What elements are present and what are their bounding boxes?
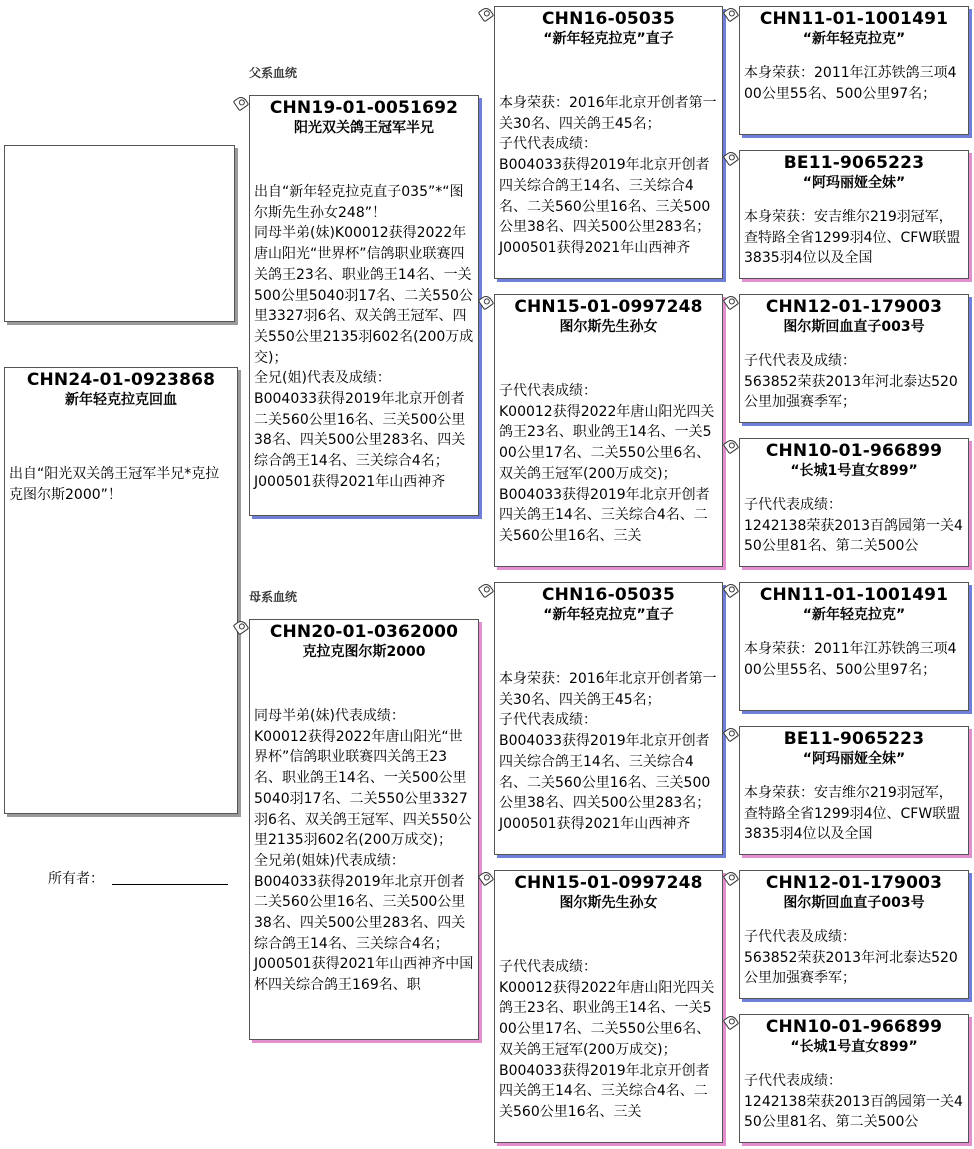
dd-dam-desc: 子代代表成绩： 1242138荣获2013百鸽园第一关450公里81名、第二关500公 [744,1073,963,1131]
ds-dam-id: BE11-9065223 [783,729,925,749]
dd-sire-desc: 子代代表及成绩： 563852荣获2013年河北泰达520公里加强赛季军； [744,929,958,987]
sire-desc: 出自“新年轻克拉克直子035”*“图尔斯先生孙女248”！ 同母半弟(妹)K00012获得2022年唐山阳光“世界杯”信鸽职业联赛四关鸽王23名、职业鸽王14名、一关500公里5040羽17名、二关550公里3327羽6名、双关鸽王冠军、四关550公里2135羽602名(200万成交)； 全兄(姐)代表及成绩： B004033获得2019年北京开创者二关560公里16名、三关500公里38名、四关500公里283名、四关综合鸽王14名、三关综合4名； J000501获得2021年山西神齐 [254,184,474,490]
ring-icon [478,294,495,311]
owner-label: 所有者： [48,871,104,887]
sd-dam-name: “长城1号直女899” [790,463,918,479]
sire-sire-card[interactable] [494,6,723,279]
dam-desc: 同母半弟(妹)代表成绩： K00012获得2022年唐山阳光“世界杯”信鸽职业联赛四关鸽王23名、职业鸽王14名、一关500公里5040羽17名、二关550公里3327羽6名、双关鸽王冠军、四关550公里2135羽602名(200万成交)； 全兄弟(姐妹)代表成绩： B004033获得2019年北京开创者二关560公里16名、三关500公里38名、四关500公里283名、四关综合鸽王14名、三关综合4名； J000501获得2021年山西神齐中国杯四关综合鸽王169名、职 [254,708,474,994]
ds-dam-card[interactable] [739,726,969,855]
ring-icon [723,582,740,599]
ds-sire-id: CHN11-01-1001491 [759,585,949,605]
sire-sire-desc: 本身荣获：2016年北京开创者第一关30名、四关鸽王45名； 子代代表成绩： B004033获得2019年北京开创者四关综合鸽王14名、三关综合4名、二关560公里16名、三关500公里38名、四关500公里283名； J000501获得2021年山西神齐 [499,95,717,256]
ring-icon [723,870,740,887]
dam-sire-card[interactable] [494,582,723,855]
ring-icon [723,294,740,311]
sd-sire-id: CHN12-01-179003 [765,297,943,317]
ring-icon [478,870,495,887]
ring-icon [723,1014,740,1031]
subject-name: 新年轻克拉克回血 [65,392,177,408]
ds-sire-desc: 本身荣获：2011年江苏铁鸽三项400公里55名、500公里97名； [744,641,957,678]
sd-dam-desc: 子代代表成绩： 1242138荣获2013百鸽园第一关450公里81名、第二关500公 [744,497,963,555]
subject-card[interactable] [4,367,238,814]
ring-icon [723,150,740,167]
ring-icon [233,95,250,112]
dd-dam-card[interactable] [739,1014,969,1143]
sire-dam-id: CHN15-01-0997248 [514,297,703,317]
sire-sire-name: “新年轻克拉克”直子 [543,31,674,47]
ring-icon [478,6,495,23]
dam-sire-name: “新年轻克拉克”直子 [543,607,674,623]
ds-dam-name: “阿玛丽娅全妹” [802,751,906,767]
sd-dam-id: CHN10-01-966899 [765,441,943,461]
ss-sire-desc: 本身荣获：2011年江苏铁鸽三项400公里55名、500公里97名； [744,65,957,102]
dam-dam-desc: 子代代表成绩： K00012获得2022年唐山阳光四关鸽王23名、职业鸽王14名、一关500公里17名、二关550公里6名、双关鸽王冠军(200万成交)； B004033获得2019年北京开创者四关鸽王14名、三关综合4名、二关560公里16名、三关 [499,959,715,1120]
ring-icon [723,438,740,455]
subject-id: CHN24-01-0923868 [26,370,216,390]
sire-dam-desc: 子代代表成绩： K00012获得2022年唐山阳光四关鸽王23名、职业鸽王14名、一关500公里17名、二关550公里6名、双关鸽王冠军(200万成交)； B004033获得2019年北京开创者四关鸽王14名、三关综合4名、二关560公里16名、三关 [499,383,715,544]
sire-dam-card[interactable] [494,294,723,567]
subject-desc: 出自“阳光双关鸽王冠军半兄*克拉克图尔斯2000”！ [9,466,220,503]
sire-sire-id: CHN16-05035 [542,9,675,29]
ss-sire-card[interactable] [739,6,969,135]
paternal-label: 父系血统 [249,66,298,80]
ds-dam-desc: 本身荣获：安吉维尔219羽冠军，查特路全省1299羽4位、CFW联盟3835羽4位以及全国 [744,785,961,843]
dd-sire-id: CHN12-01-179003 [765,873,943,893]
dd-dam-name: “长城1号直女899” [790,1039,918,1055]
ss-dam-card[interactable] [739,150,969,279]
dam-dam-card[interactable] [494,870,723,1143]
dd-sire-card[interactable] [739,870,969,999]
ring-icon [723,726,740,743]
sire-card[interactable] [249,95,479,516]
dam-dam-id: CHN15-01-0997248 [514,873,703,893]
ss-dam-desc: 本身荣获：安吉维尔219羽冠军，查特路全省1299羽4位、CFW联盟3835羽4位以及全国 [744,209,961,267]
ds-sire-card[interactable] [739,582,969,711]
dd-sire-name: 图尔斯回血直子003号 [783,895,925,911]
sd-sire-card[interactable] [739,294,969,423]
dd-dam-id: CHN10-01-966899 [765,1017,943,1037]
sd-dam-card[interactable] [739,438,969,567]
sd-sire-desc: 子代代表及成绩： 563852荣获2013年河北泰达520公里加强赛季军； [744,353,958,411]
sire-id: CHN19-01-0051692 [269,98,459,118]
owner-field[interactable] [112,884,228,885]
dam-dam-name: 图尔斯先生孙女 [559,895,658,911]
ss-dam-id: BE11-9065223 [783,153,925,173]
dam-id: CHN20-01-0362000 [269,622,459,642]
ss-dam-name: “阿玛丽娅全妹” [802,175,906,191]
dam-sire-id: CHN16-05035 [542,585,675,605]
photo-frame [4,145,235,322]
maternal-label: 母系血统 [249,590,298,604]
dam-card[interactable] [249,619,479,1040]
dam-name: 克拉克图尔斯2000 [302,644,426,660]
sire-name: 阳光双关鸽王冠军半兄 [294,120,434,136]
ring-icon [723,6,740,23]
ring-icon [478,582,495,599]
sire-dam-name: 图尔斯先生孙女 [559,319,658,335]
dam-sire-desc: 本身荣获：2016年北京开创者第一关30名、四关鸽王45名； 子代代表成绩： B004033获得2019年北京开创者四关综合鸽王14名、三关综合4名、二关560公里16名、三关500公里38名、四关500公里283名； J000501获得2021年山西神齐 [499,671,717,832]
ds-sire-name: “新年轻克拉克” [802,607,906,623]
sd-sire-name: 图尔斯回血直子003号 [783,319,925,335]
ss-sire-name: “新年轻克拉克” [802,31,906,47]
ss-sire-id: CHN11-01-1001491 [759,9,949,29]
